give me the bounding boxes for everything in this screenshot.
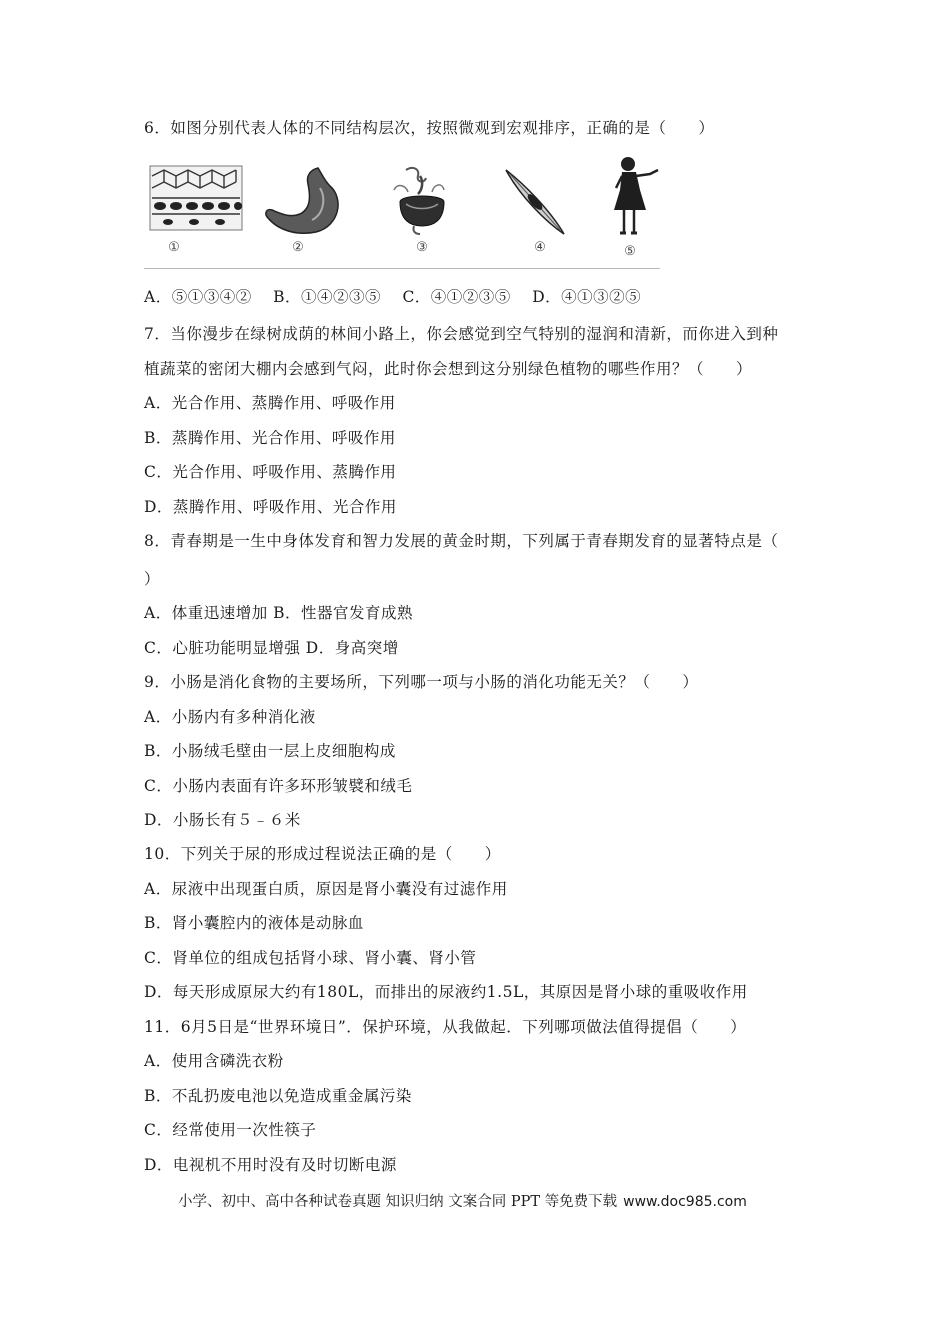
footer-website-link[interactable]: www.doc985.com bbox=[623, 1194, 747, 1210]
question-10-option-c: C．肾单位的组成包括肾小球、肾小囊、肾小管 bbox=[144, 949, 477, 967]
digestive-system-image bbox=[384, 162, 460, 242]
question-9-option-c: C．小肠内表面有许多环形皱襞和绒毛 bbox=[144, 777, 413, 795]
question-7-option-b: B．蒸腾作用、光合作用、呼吸作用 bbox=[144, 429, 396, 447]
human-body-image bbox=[606, 154, 662, 244]
figure-label-1: ① bbox=[168, 240, 180, 255]
question-7-option-c: C．光合作用、呼吸作用、蒸腾作用 bbox=[144, 463, 397, 481]
figure-label-5: ⑤ bbox=[624, 244, 636, 259]
question-11-option-c: C．经常使用一次性筷子 bbox=[144, 1121, 317, 1139]
question-9-stem: 9．小肠是消化食物的主要场所，下列哪一项与小肠的消化功能无关？（ ） bbox=[144, 673, 699, 691]
question-11-option-a: A．使用含磷洗衣粉 bbox=[144, 1052, 284, 1070]
question-8-stem-line-2: ） bbox=[144, 570, 161, 588]
question-7-stem-line-1: 7．当你漫步在绿树成荫的林间小路上，你会感觉到空气特别的湿润和清新，而你进入到种 bbox=[144, 325, 779, 343]
question-10-option-a: A．尿液中出现蛋白质，原因是肾小囊没有过滤作用 bbox=[144, 880, 508, 898]
question-10-option-d: D．每天形成原尿大约有180L，而排出的尿液约1.5L，其原因是肾小球的重吸收作用 bbox=[144, 983, 748, 1001]
figure-label-3: ③ bbox=[416, 240, 428, 255]
question-11-stem: 11．6月5日是“世界环境日”．保护环境，从我做起．下列哪项做法值得提倡（ ） bbox=[144, 1018, 747, 1036]
question-9-option-a: A．小肠内有多种消化液 bbox=[144, 708, 316, 726]
question-6-options: A．⑤①③④② B．①④②③⑤ C．④①②③⑤ D．④①③②⑤ bbox=[144, 288, 642, 306]
question-11-option-b: B．不乱扔废电池以免造成重金属污染 bbox=[144, 1087, 412, 1105]
muscle-cell-image bbox=[500, 166, 570, 242]
question-10-stem: 10．下列关于尿的形成过程说法正确的是（ ） bbox=[144, 845, 501, 863]
footer-text: 小学、初中、高中各种试卷真题 知识归纳 文案合同 PPT 等免费下载 bbox=[178, 1194, 618, 1210]
structure-levels-figure bbox=[144, 152, 660, 269]
tissue-image bbox=[148, 164, 244, 236]
question-7-option-d: D．蒸腾作用、呼吸作用、光合作用 bbox=[144, 498, 397, 516]
question-7-option-a: A．光合作用、蒸腾作用、呼吸作用 bbox=[144, 394, 396, 412]
question-11-option-d: D．电视机不用时没有及时切断电源 bbox=[144, 1156, 397, 1174]
figure-label-4: ④ bbox=[534, 240, 546, 255]
stomach-image bbox=[260, 164, 350, 242]
question-8-options-line-2: C．心脏功能明显增强 D．身高突增 bbox=[144, 639, 399, 657]
question-10-option-b: B．肾小囊腔内的液体是动脉血 bbox=[144, 914, 364, 932]
question-9-option-b: B．小肠绒毛壁由一层上皮细胞构成 bbox=[144, 742, 396, 760]
question-7-stem-line-2: 植蔬菜的密闭大棚内会感到气闷，此时你会想到这分别绿色植物的哪些作用？（ ） bbox=[144, 360, 753, 378]
figure-label-2: ② bbox=[292, 240, 304, 255]
question-8-options-line-1: A．体重迅速增加 B．性器官发育成熟 bbox=[144, 604, 414, 622]
question-9-option-d: D．小肠长有５﹣６米 bbox=[144, 811, 301, 829]
question-8-stem-line-1: 8．青春期是一生中身体发育和智力发展的黄金时期，下列属于青春期发育的显著特点是（ bbox=[144, 532, 779, 550]
question-6-stem: 6．如图分别代表人体的不同结构层次，按照微观到宏观排序，正确的是（ ） bbox=[144, 119, 715, 137]
page-footer bbox=[178, 1192, 747, 1212]
